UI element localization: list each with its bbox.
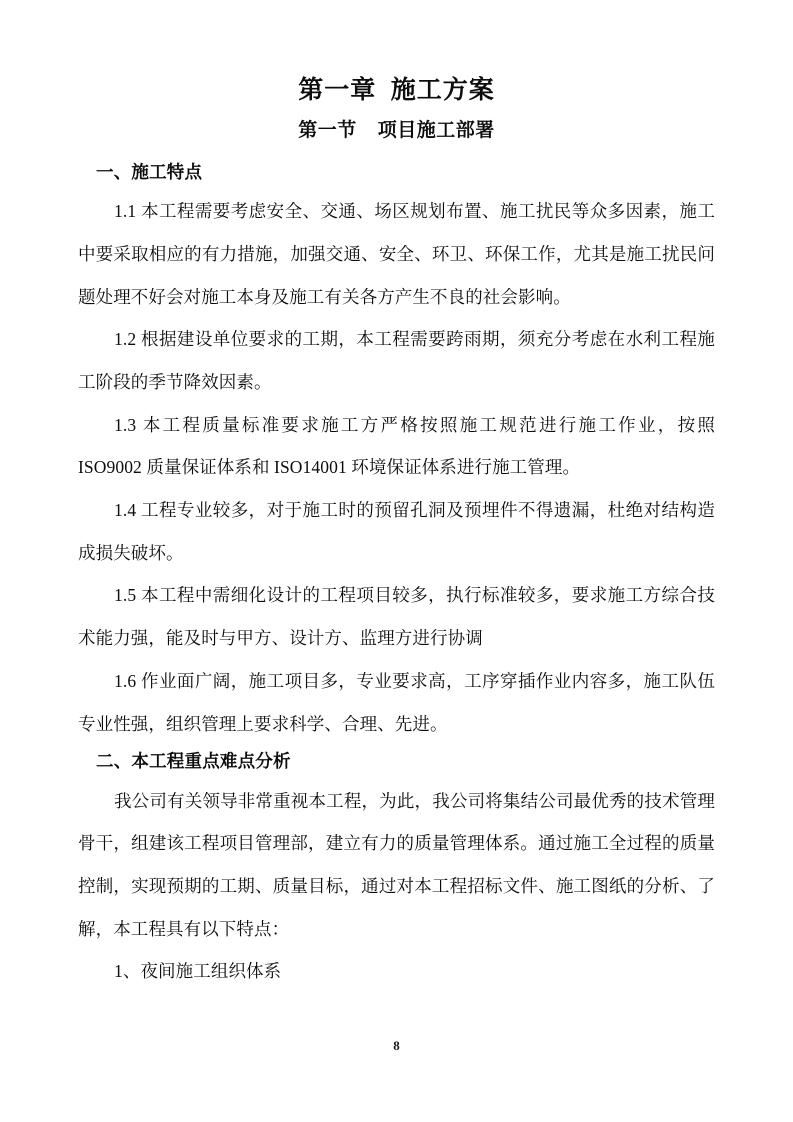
chapter-title: 第一章 施工方案 (298, 77, 495, 104)
document-body (78, 72, 715, 993)
paragraph-1-4: 1.4 工程专业较多，对于施工时的预留孔洞及预埋件不得遗漏，杜绝对结构造成损失破坏。 (78, 500, 715, 563)
paragraph-1-6: 1.6 作业面广阔，施工项目多，专业要求高，工序穿插作业内容多，施工队伍专业性强，组织管理上要求科学、合理、先进。 (78, 670, 715, 734)
paragraph-1-3: 1.3 本工程质量标准要求施工方严格按照施工规范进行施工作业，按照 ISO9002 质量保证体系和 ISO14001 环境保证体系进行施工管理。 (78, 414, 715, 478)
heading-construction-features: 一、施工特点 (96, 161, 203, 182)
section-title: 第一节 项目施工部署 (298, 119, 495, 141)
heading-key-difficulty-analysis: 二、本工程重点难点分析 (96, 751, 291, 772)
paragraph-1-2: 1.2 根据建设单位要求的工期，本工程需要跨雨期，须充分考虑在水利工程施工阶段的季节降效因素。 (78, 329, 715, 393)
paragraph-1-1: 1.1 本工程需要考虑安全、交通、场区规划布置、施工扰民等众多因素，施工中要采取相应的有力措施，加强交通、安全、环卫、环保工作，尤其是施工扰民问题处理不好会对施工本身及施工有关各方产生不良的社会影响。 (78, 201, 715, 307)
paragraph-2-1: 我公司有关领导非常重视本工程，为此，我公司将集结公司最优秀的技术管理骨干，组建该工程项目管理部，建立有力的质量管理体系。通过施工全过程的质量控制，实现预期的工期、质量目标，通过对本工程招标文件、施工图纸的分析、了解，本工程具有以下特点： (78, 790, 715, 939)
page-number: 8 (393, 1038, 400, 1053)
paragraph-2-2: 1、夜间施工组织体系 (114, 961, 282, 982)
paragraph-1-5: 1.5 本工程中需细化设计的工程项目较多，执行标准较多，要求施工方综合技术能力强，能及时与甲方、设计方、监理方进行协调 (78, 585, 715, 649)
